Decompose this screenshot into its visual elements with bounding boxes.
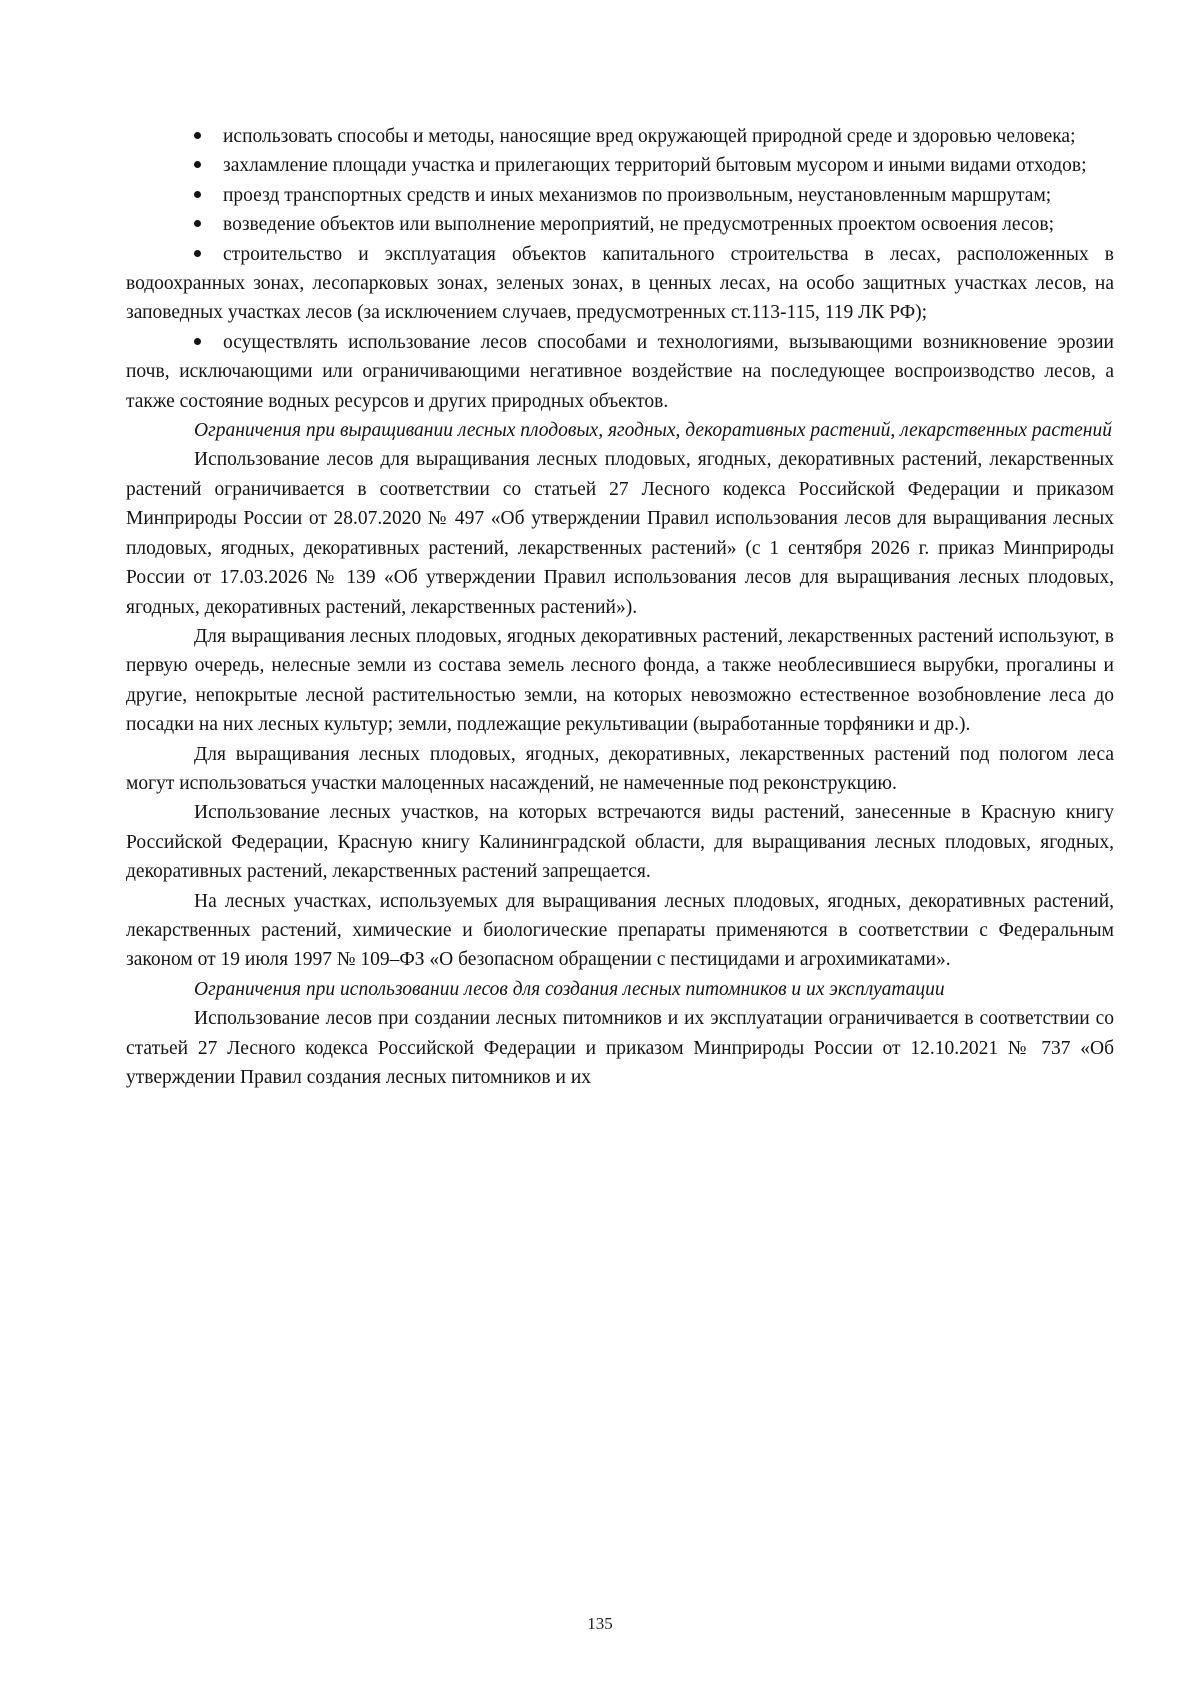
section-heading-cultivation: Ограничения при выращивании лесных плодовых, ягодных, декоративных растений, лекарственных растений <box>194 420 1112 442</box>
body-paragraph: На лесных участках, используемых для выращивания лесных плодовых, ягодных, декоративных растений, лекарственных растений, химические и биологические препараты применяются в соответствии с Федеральным законом от 19 июля 1997 № 109–ФЗ «О безопасном обращении с пестицидами и агрохимикатами». <box>126 890 1114 971</box>
bullet-dot-icon <box>194 132 201 139</box>
body-paragraph: Использование лесов при создании лесных питомников и их эксплуатации ограничивается в соответствии со статьей 27 Лесного кодекса Российской Федерации и приказом Минприроды России от 12.10.2021 № 737 «Об утверждении Правил создания лесных питомников и их <box>126 1008 1114 1088</box>
bullet-item: строительство и эксплуатация объектов капитального строительства в лесах, расположенных в водоохранных зонах, лесопарковых зонах, зеленых зонах, в ценных лесах, на особо защитных участках лесов, на заповедных участках лесов (за исключением случаев, предусмотренных ст.113-115, 119 ЛК РФ); <box>126 243 1114 324</box>
body-paragraph: Для выращивания лесных плодовых, ягодных, декоративных, лекарственных растений под пологом леса могут использоваться участки малоценных насаждений, не намеченные под реконструкцию. <box>126 743 1114 794</box>
bullet-dot-icon <box>194 250 201 257</box>
body-paragraph: Использование лесов для выращивания лесных плодовых, ягодных, декоративных растений, лекарственных растений ограничивается в соответствии со статьей 27 Лесного кодекса Российской Федерации и приказом Минприроды России от 28.07.2020 № 497 «Об утверждении Правил использования лесов для выращивания лесных плодовых, ягодных, декоративных растений, лекарственных растений» (с 1 сентября 2026 г. приказ Минприроды России от 17.03.2026 № 139 «Об утверждении Правил использования лесов для выращивания лесных плодовых, ягодных, декоративных растений, лекарственных растений»). <box>126 449 1114 618</box>
page-content <box>126 122 1114 1092</box>
bullet-item: использовать способы и методы, наносящие вред окружающей природной среде и здоровью человека; <box>126 122 1114 151</box>
section-heading-nurseries: Ограничения при использовании лесов для создания лесных питомников и их эксплуатации <box>194 978 945 1000</box>
bullet-dot-icon <box>194 161 201 168</box>
bullet-item: захламление площади участка и прилегающих территорий бытовым мусором и иными видами отходов; <box>126 151 1114 180</box>
bullet-item: проезд транспортных средств и иных механизмов по произвольным, неустановленным маршрутам; <box>126 181 1114 210</box>
body-paragraph: Использование лесных участков, на которых встречаются виды растений, занесенные в Красную книгу Российской Федерации, Красную книгу Калининградской области, для выращивания лесных плодовых, ягодных, декоративных растений, лекарственных растений запрещается. <box>126 802 1114 883</box>
bullet-dot-icon <box>194 220 201 227</box>
bullet-dot-icon <box>194 191 201 198</box>
page-number: 135 <box>587 1614 613 1633</box>
bullet-dot-icon <box>194 338 201 345</box>
bullet-item: осуществлять использование лесов способами и технологиями, вызывающими возникновение эрозии почв, исключающими или ограничивающими негативное воздействие на последующее воспроизводство лесов, а также состояние водных ресурсов и других природных объектов. <box>126 331 1114 412</box>
bullet-item: возведение объектов или выполнение мероприятий, не предусмотренных проектом освоения лесов; <box>126 210 1114 239</box>
body-paragraph: Для выращивания лесных плодовых, ягодных декоративных растений, лекарственных растений используют, в первую очередь, нелесные земли из состава земель лесного фонда, а также необлесившиеся вырубки, прогалины и другие, непокрытые лесной растительностью земли, на которых невозможно естественное возобновление леса до посадки на них лесных культур; земли, подлежащие рекультивации (выработанные торфяники и др.). <box>126 625 1114 736</box>
